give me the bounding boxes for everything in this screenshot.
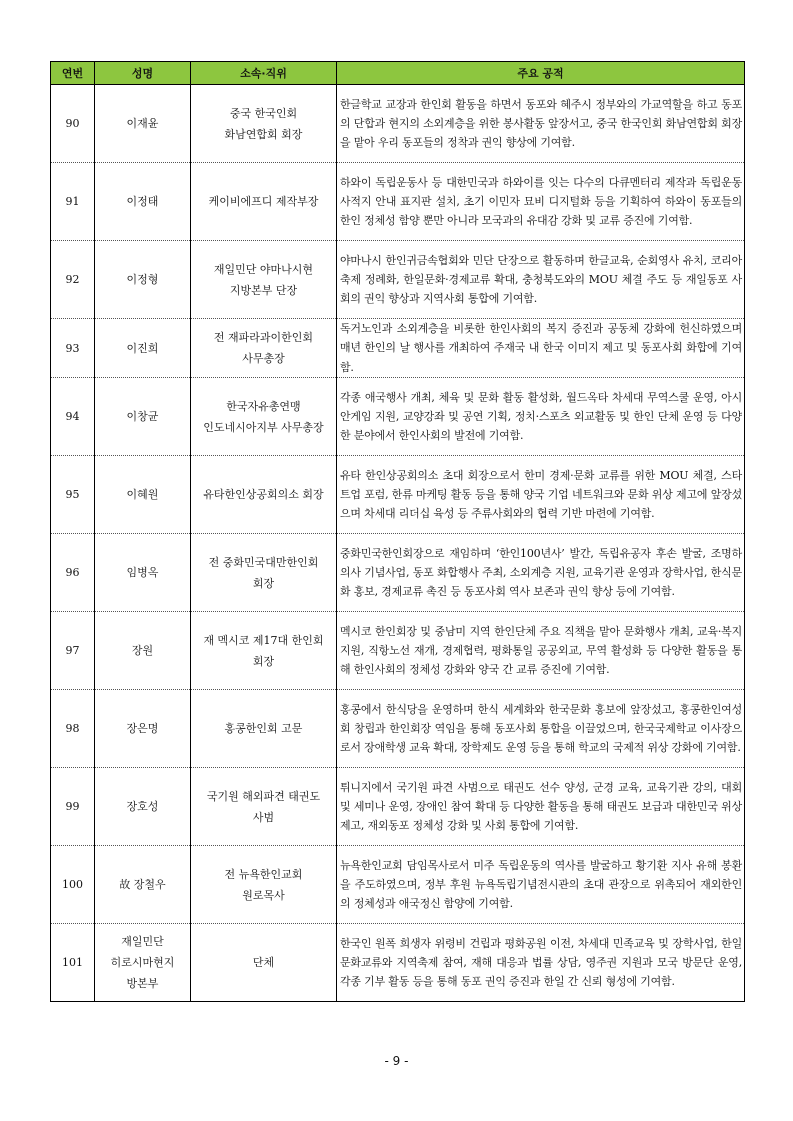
affiliation-cell — [191, 378, 337, 456]
affiliation-cell — [191, 534, 337, 612]
row-number: 97 — [51, 612, 95, 690]
affiliation-line: 화남연합회 회장 — [224, 127, 303, 141]
row-number: 99 — [51, 768, 95, 846]
row-number: 91 — [51, 163, 95, 241]
affiliation-cell — [191, 456, 337, 534]
achievement-text: 튀니지에서 국기원 파견 사범으로 태권도 선수 양성, 군경 교육, 교육기관 강의, 대회 및 세미나 운영, 장애인 참여 확대 등 다양한 활동을 통해 태권도 보급과 대한민국 위상 제고, 재외동포 정체성 강화 및 사회 통합에 기여함. — [337, 768, 745, 846]
achievement-text: 뉴욕한인교회 담임목사로서 미주 독립운동의 역사를 발굴하고 황기환 지사 유해 봉환을 주도하였으며, 정부 후원 뉴욕독립기념전시관의 초대 관장으로 위촉되어 재외한인의 정체성과 애국정신 함양에 기여함. — [337, 846, 745, 924]
achievement-text: 한글학교 교장과 한인회 활동을 하면서 동포와 혜주시 정부와의 가교역할을 하고 동포의 단합과 현지의 소외계층을 위한 봉사활동 앞장서고, 중국 한국인회 화남연합회 회장을 맡아 우리 동포들의 정착과 권익 향상에 기여함. — [337, 85, 745, 163]
person-name: 장원 — [95, 612, 191, 690]
person-name: 이정형 — [95, 241, 191, 319]
row-number: 100 — [51, 846, 95, 924]
affiliation-line: 인도네시아지부 사무총장 — [203, 420, 324, 434]
table-row — [51, 846, 745, 924]
row-number: 92 — [51, 241, 95, 319]
affiliation-line: 지방본부 단장 — [229, 283, 298, 297]
affiliation-line: 재일민단 야마나시현 — [213, 262, 314, 276]
table-row — [51, 378, 745, 456]
achievement-text: 독거노인과 소외계층을 비롯한 한인사회의 복지 증진과 공동체 강화에 헌신하였으며 매년 한인의 날 행사를 개최하여 주재국 내 한국 이미지 제고 및 동포사회 화합에 기여함. — [337, 319, 745, 378]
row-number: 101 — [51, 924, 95, 1002]
achievement-text: 유타 한인상공회의소 초대 회장으로서 한미 경제·문화 교류를 위한 MOU 체결, 스타트업 포럼, 한류 마케팅 활동 등을 통해 양국 기업 네트워크와 문화 위상 제고에 앞장섰으며 차세대 리더십 육성 등 주류사회와의 협력 기반 마련에 기여함. — [337, 456, 745, 534]
person-name: 장은명 — [95, 690, 191, 768]
person-name: 故 장철우 — [95, 846, 191, 924]
table-header-row — [51, 62, 745, 85]
header-name: 성명 — [95, 62, 191, 85]
affiliation-line: 전 뉴욕한인교회 — [224, 867, 303, 881]
table-row — [51, 690, 745, 768]
table-row — [51, 534, 745, 612]
table-row — [51, 163, 745, 241]
affiliation-line: 케이비에프디 제작부장 — [208, 195, 319, 208]
table-row — [51, 456, 745, 534]
header-affiliation: 소속·직위 — [191, 62, 337, 85]
header-achievements: 주요 공적 — [337, 62, 745, 85]
achievement-text: 각종 애국행사 개최, 체육 및 문화 활동 활성화, 월드옥타 차세대 무역스쿨 운영, 아시안게임 지원, 교양강좌 및 공연 기획, 정치·스포츠 외교활동 및 한인 단체 운영 등 다양한 분야에서 한인사회의 발전에 기여함. — [337, 378, 745, 456]
name-line: 방본부 — [126, 977, 159, 990]
table-row — [51, 924, 745, 1002]
affiliation-line: 재 멕시코 제17대 한인회 — [203, 633, 324, 647]
affiliation-cell — [191, 241, 337, 319]
affiliation-cell — [191, 163, 337, 241]
person-name: 이정태 — [95, 163, 191, 241]
page-number: - 9 - — [384, 1054, 409, 1068]
header-no: 연번 — [51, 62, 95, 85]
table-row — [51, 319, 745, 378]
table-row — [51, 612, 745, 690]
awards-table — [50, 61, 745, 1002]
affiliation-cell — [191, 768, 337, 846]
achievement-text: 멕시코 한인회장 및 중남미 지역 한인단체 주요 직책을 맡아 문화행사 개최, 교육·복지 지원, 직항노선 재개, 경제협력, 평화통일 공공외교, 무역 활성화 등 다양한 활동을 통해 한인사회의 정체성 강화와 양국 간 교류 증진에 기여함. — [337, 612, 745, 690]
table-row — [51, 85, 745, 163]
person-name: 장호성 — [95, 768, 191, 846]
affiliation-cell — [191, 319, 337, 378]
affiliation-line: 홍콩한인회 고문 — [224, 722, 303, 735]
affiliation-line: 단체 — [252, 956, 275, 969]
table-row — [51, 768, 745, 846]
affiliation-line: 원로목사 — [242, 888, 285, 902]
person-name: 이진희 — [95, 319, 191, 378]
affiliation-cell — [191, 924, 337, 1002]
achievement-text: 홍콩에서 한식당을 운영하며 한식 세계화와 한국문화 홍보에 앞장섰고, 홍콩한인여성회 창립과 한인회장 역임을 통해 동포사회 통합을 이끌었으며, 한국국제학교 이사장으로서 장애학생 교육 확대, 장학제도 운영 등을 통해 학교의 국제적 위상 강화에 기여함. — [337, 690, 745, 768]
affiliation-cell — [191, 846, 337, 924]
affiliation-cell — [191, 85, 337, 163]
row-number: 94 — [51, 378, 95, 456]
affiliation-cell — [191, 690, 337, 768]
affiliation-line: 국기원 해외파견 태권도 — [206, 789, 321, 803]
affiliation-line: 사무총장 — [242, 352, 285, 365]
row-number: 90 — [51, 85, 95, 163]
achievement-text: 야마나시 한인귀금속협회와 민단 단장으로 활동하며 한글교육, 순회영사 유치, 코리아축제 정례화, 한일문화·경제교류 확대, 충청북도와의 MOU 체결 주도 등 재일동포 사회의 권익 향상과 지역사회 통합에 기여함. — [337, 241, 745, 319]
row-number: 96 — [51, 534, 95, 612]
affiliation-line: 유타한인상공회의소 회장 — [203, 488, 324, 501]
person-name: 임병옥 — [95, 534, 191, 612]
affiliation-line: 전 중화민국대만한인회 — [208, 555, 319, 569]
affiliation-line: 회장 — [252, 576, 275, 590]
row-number: 95 — [51, 456, 95, 534]
table-row — [51, 241, 745, 319]
affiliation-line: 한국자유총연맹 — [226, 399, 301, 413]
person-name: 이혜원 — [95, 456, 191, 534]
person-name: 이재윤 — [95, 85, 191, 163]
person-name: 이창균 — [95, 378, 191, 456]
organization-name — [95, 924, 191, 1002]
row-number: 93 — [51, 319, 95, 378]
affiliation-line: 중국 한국인회 — [229, 106, 298, 120]
name-line: 재일민단 — [121, 935, 164, 948]
affiliation-cell — [191, 612, 337, 690]
row-number: 98 — [51, 690, 95, 768]
name-line: 히로시마현지 — [110, 956, 175, 969]
achievement-text: 중화민국한인회장으로 재임하며 ‘한인100년사’ 발간, 독립유공자 후손 발굴, 조명하 의사 기념사업, 동포 화합행사 주최, 소외계층 지원, 교육기관 운영과 장학사업, 한식문화 홍보, 경제교류 촉진 등 동포사회 역사 보존과 권익 향상 등에 기여함. — [337, 534, 745, 612]
achievement-text: 하와이 독립운동사 등 대한민국과 하와이를 잇는 다수의 다큐멘터리 제작과 독립운동사적지 안내 표지판 설치, 초기 이민자 묘비 디지털화 등을 기획하여 하와이 동포들의 한인 정체성 함양 뿐만 아니라 모국과의 유대감 강화 및 교류 증진에 기여함. — [337, 163, 745, 241]
affiliation-line: 전 재파라과이한인회 — [213, 331, 314, 344]
achievement-text: 한국인 원폭 희생자 위령비 건립과 평화공원 이전, 차세대 민족교육 및 장학사업, 한일문화교류와 지역축제 참여, 재해 대응과 법률 상담, 영주권 지원과 모국 방문단 운영, 각종 기부 활동 등을 통해 동포 권익 증진과 한일 간 신뢰 형성에 기여함. — [337, 924, 745, 1002]
affiliation-line: 회장 — [252, 654, 275, 668]
affiliation-line: 사범 — [252, 810, 275, 824]
